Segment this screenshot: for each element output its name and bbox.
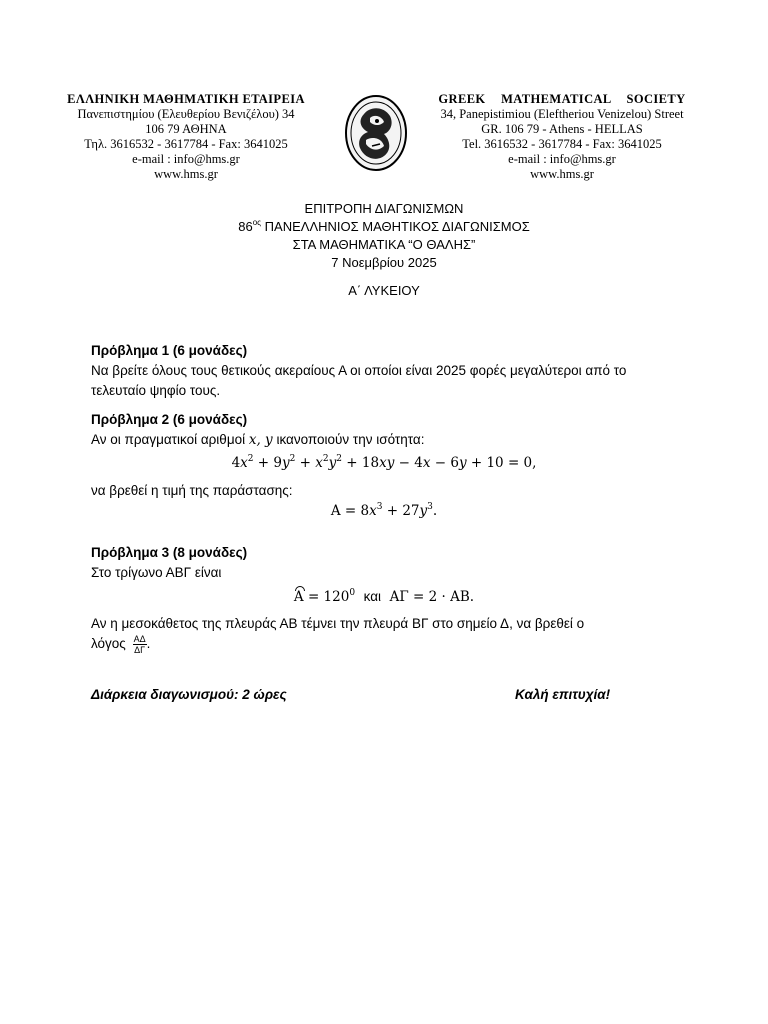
problem-3-title: Πρόβλημα 3 (8 μονάδες) <box>91 545 248 560</box>
society-seal-logo <box>344 94 408 172</box>
city-greek: 106 79 ΑΘΗΝΑ <box>145 122 227 136</box>
address-greek: Πανεπιστημίου (Ελευθερίου Βενιζέλου) 34 <box>77 107 295 121</box>
exam-duration: Διάρκεια διαγωνισμού: 2 ώρες <box>91 687 287 702</box>
phone-greek: Τηλ. 3616532 - 3617784 - Fax: 3641025 <box>84 137 288 151</box>
problem-2-equation: $4x^2 + 9y^2 + x^2y^2 + 18xy - 4x - 6y + 10 = 0$, <box>231 454 537 471</box>
letterhead-greek <box>56 92 316 182</box>
competition-title: $86^{o\varsigma}$ ΠΑΝΕΛΛΗΝΙΟΣ ΜΑΘΗΤΙΚΟΣ ΔΙΑΓΩΝΙΣΜΟΣ <box>238 218 530 234</box>
ratio-fraction: $\frac{A\Delta}{\Delta\Gamma}$ <box>133 634 146 655</box>
letterhead-english <box>432 92 692 182</box>
email-greek: e-mail : info@hms.gr <box>132 152 240 166</box>
grade-level: Α΄ ΛΥΚΕΙΟΥ <box>348 283 420 298</box>
society-name-greek: ΕΛΛΗΝΙΚΗ ΜΑΘΗΜΑΤΙΚΗ ΕΤΑΙΡΕΙΑ <box>67 92 305 106</box>
exam-heading <box>0 200 768 272</box>
problem-3-condition: $A = 120^0$ και ΑΓ = 2 · ΑΒ. <box>293 588 475 605</box>
good-luck-wish: Καλή επιτυχία! <box>515 687 611 702</box>
problem-3-text: Αν η μεσοκάθετος της πλευράς ΑΒ τέμνει την πλευρά ΒΓ στο σημείο Δ, να βρεθεί ο <box>91 616 585 631</box>
phone-english: Tel. 3616532 - 3617784 - Fax: 3641025 <box>462 137 662 151</box>
angle-a: A <box>293 589 304 605</box>
committee-title: ΕΠΙΤΡΟΠΗ ΔΙΑΓΩΝΙΣΜΩΝ <box>304 201 464 216</box>
email-english: e-mail : info@hms.gr <box>508 152 616 166</box>
problem-2-ask: να βρεθεί η τιμή της παράστασης: <box>91 483 293 498</box>
problem-2 <box>91 410 691 450</box>
problem-2-title: Πρόβλημα 2 (6 μονάδες) <box>91 412 248 427</box>
address-english: 34, Panepistimiou (Εleftheriou Venizelou) Street <box>440 107 684 121</box>
competition-subtitle: ΣΤΑ ΜΑΘΗΜΑΤΙΚΑ “Ο ΘΑΛΗΣ” <box>292 237 476 252</box>
website-english: www.hms.gr <box>530 167 594 181</box>
problem-3-intro: Στο τρίγωνο ΑΒΓ είναι <box>91 565 222 580</box>
problem-1-text: Να βρείτε όλους τους θετικούς ακεραίους Α οι οποίοι είναι 2025 φορές μεγαλύτεροι από το τελευταίο ψηφίο τους. <box>91 363 627 398</box>
problem-2-expression: $A = 8x^3 + 27y^3$. <box>330 502 438 519</box>
problem-1-title: Πρόβλημα 1 (6 μονάδες) <box>91 343 248 358</box>
problem-3-ratio-line: λόγος $\frac{A\Delta}{\Delta\Gamma}$ . <box>91 634 151 655</box>
problem-1 <box>91 341 691 401</box>
website-greek: www.hms.gr <box>154 167 218 181</box>
problem-2-intro: Αν οι πραγματικοί αριθμοί x, y ικανοποιούν την ισότητα: <box>91 432 425 448</box>
society-name-english: GREEK MATHEMATICAL SOCIETY <box>438 92 686 106</box>
city-english: GR. 106 79 - Athens - HELLAS <box>481 122 643 136</box>
exam-date: 7 Νοεμβρίου 2025 <box>331 255 437 270</box>
problem-3-question <box>91 614 691 655</box>
problem-3 <box>91 543 691 583</box>
